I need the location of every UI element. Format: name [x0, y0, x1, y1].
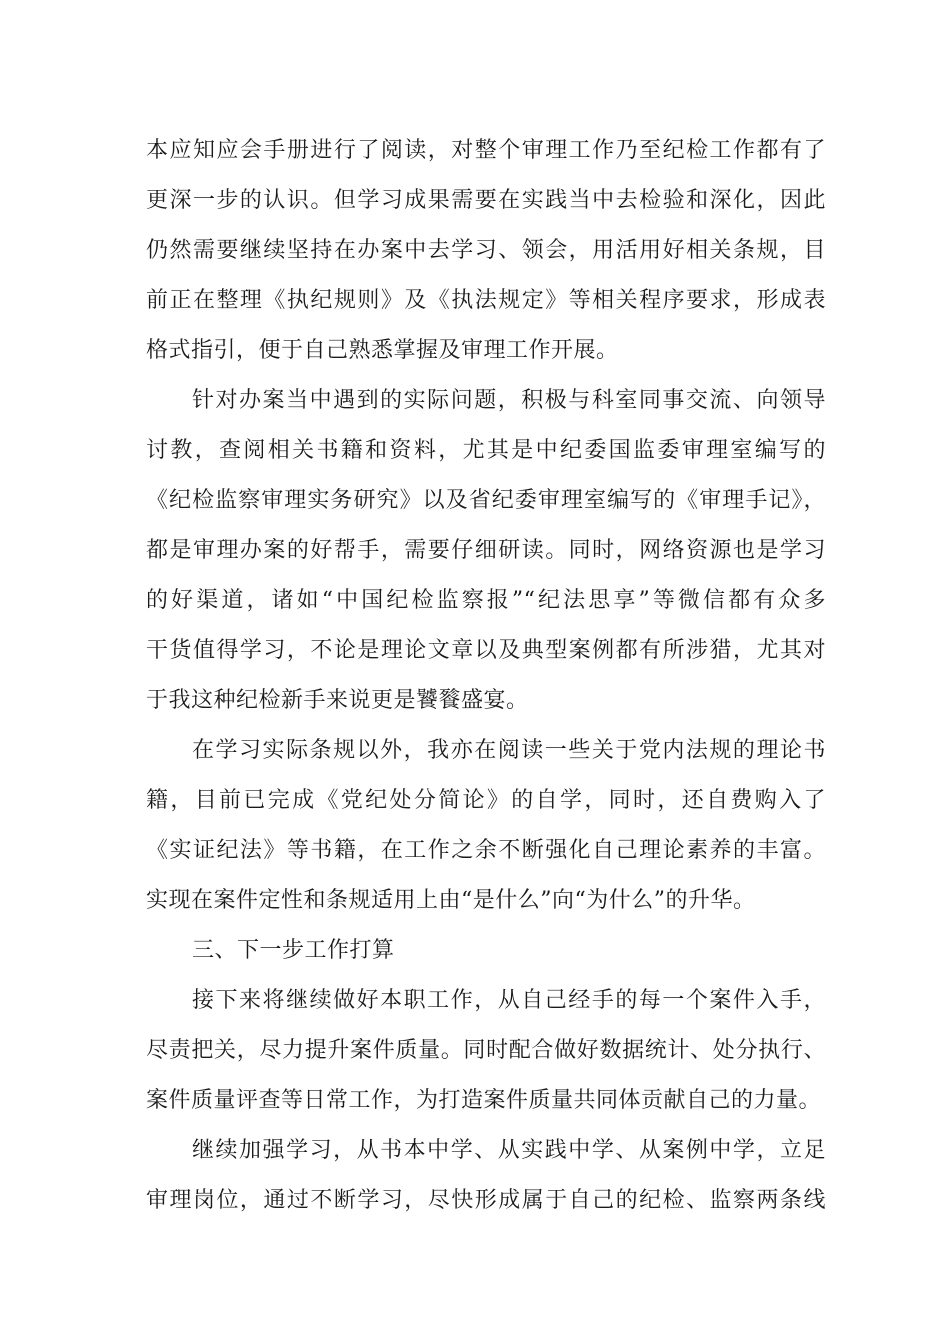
paragraph-first-line: 在学习实际条规以外，我亦在阅读一些关于党内法规的理论书 [192, 738, 826, 763]
text-line: 格式指引，便于自己熟悉掌握及审理工作开展。 [146, 338, 619, 363]
document-body [146, 126, 826, 1226]
text-line: 前正在整理《执纪规则》及《执法规定》等相关程序要求，形成表 [146, 288, 826, 313]
text-line: 本应知应会手册进行了阅读，对整个审理工作乃至纪检工作都有了 [146, 138, 826, 163]
text-line: 干货值得学习，不论是理论文章以及典型案例都有所涉猎，尤其对 [146, 638, 826, 663]
section-heading: 三、下一步工作打算 [192, 938, 395, 963]
paragraph-first-line: 继续加强学习，从书本中学、从实践中学、从案例中学，立足 [192, 1138, 826, 1163]
paragraph-first-line: 针对办案当中遇到的实际问题，积极与科室同事交流、向领导 [192, 388, 826, 413]
text-line: 于我这种纪检新手来说更是饕餮盛宴。 [146, 688, 529, 713]
text-line: 的好渠道，诸如“中国纪检监察报”“纪法思享”等微信都有众多 [146, 588, 826, 613]
text-line: 仍然需要继续坚持在办案中去学习、领会，用活用好相关条规，目 [146, 238, 826, 263]
text-line: 尽责把关，尽力提升案件质量。同时配合做好数据统计、处分执行、 [146, 1038, 826, 1063]
text-line: 审理岗位，通过不断学习，尽快形成属于自己的纪检、监察两条线 [146, 1188, 826, 1213]
text-line: 实现在案件定性和条规适用上由“是什么”向“为什么”的升华。 [146, 888, 756, 913]
text-line: 都是审理办案的好帮手，需要仔细研读。同时，网络资源也是学习 [146, 538, 826, 563]
paragraph-first-line: 接下来将继续做好本职工作，从自己经手的每一个案件入手， [192, 988, 826, 1013]
text-line: 籍，目前已完成《党纪处分简论》的自学，同时，还自费购入了 [146, 788, 826, 813]
text-line: 《实证纪法》等书籍，在工作之余不断强化自己理论素养的丰富。 [146, 838, 826, 863]
text-line: 案件质量评查等日常工作，为打造案件质量共同体贡献自己的力量。 [146, 1088, 822, 1113]
text-line: 更深一步的认识。但学习成果需要在实践当中去检验和深化，因此 [146, 188, 826, 213]
text-line: 讨教，查阅相关书籍和资料，尤其是中纪委国监委审理室编写的 [146, 438, 826, 463]
text-line: 《纪检监察审理实务研究》以及省纪委审理室编写的《审理手记》， [146, 488, 826, 513]
